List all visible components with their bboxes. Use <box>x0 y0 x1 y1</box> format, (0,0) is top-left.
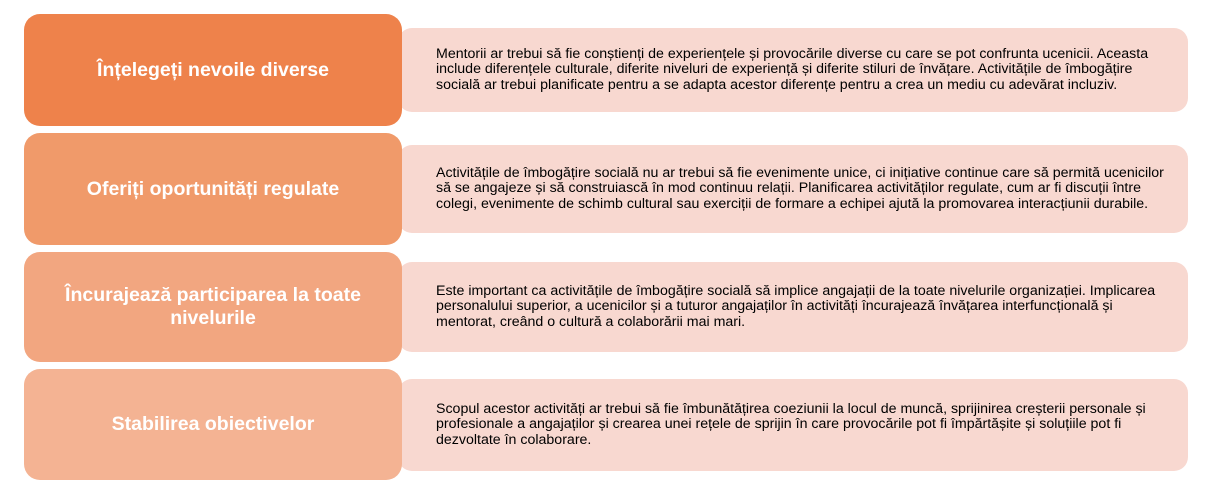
item-row-2 <box>0 133 1218 245</box>
item-row-1 <box>0 14 1218 126</box>
item-row-4 <box>0 369 1218 480</box>
item-description-3: Este important ca activitățile de îmbogățire socială să implice angajații de la toate nivelurile organizației. Implicarea personalului superior, a ucenicilor și a tuturor angajaților în activități încurajează învățarea interfuncțională și mentorat, creând o cultură a colaborării mai mari. <box>436 282 1156 330</box>
item-description-1: Mentorii ar trebui să fie conștienți de experiențele și provocările diverse cu care se pot confrunta ucenicii. Aceasta include diferențele culturale, diferite niveluri de experiență și diferite stiluri de învățare. Activitățile de îmbogățire socială ar trebui planificate pentru a se adapta acestor diferențe pentru a crea un mediu cu adevărat incluziv. <box>436 45 1149 93</box>
item-title-3: Încurajează participarea la toate nivelurile <box>65 284 361 329</box>
item-description-box-2 <box>398 145 1188 233</box>
item-description-box-3 <box>398 262 1188 352</box>
item-description-4: Scopul acestor activități ar trebui să fie îmbunătățirea coeziunii la locul de muncă, sprijinirea creșterii personale și profesionale a angajaților și crearea unei rețele de sprijin în care provocările pot fi împărtășite și soluțiile pot fi dezvoltate în colaborare. <box>436 400 1146 448</box>
item-label-box-3 <box>24 252 402 362</box>
item-title-1: Înțelegeți nevoile diverse <box>97 58 329 81</box>
item-label-box-2 <box>24 133 402 245</box>
item-title-4: Stabilirea obiectivelor <box>111 413 315 435</box>
item-description-box-4 <box>398 379 1188 471</box>
item-title-2: Oferiți oportunități regulate <box>86 177 340 200</box>
item-description-box-1 <box>398 28 1188 112</box>
item-label-box-1 <box>24 14 402 126</box>
item-row-3 <box>0 252 1218 362</box>
item-label-box-4 <box>24 369 402 480</box>
item-description-2: Activitățile de îmbogățire socială nu ar trebui să fie evenimente unice, ci inițiative continue care să permită ucenicilor să se angajeze și să construiască în mod continuu relații. Planificarea activităților regulate, cum ar fi discuții între colegi, evenimente de schimb cultural sau exerciții de formare a echipei ajută la promovarea interacțiunii durabile. <box>436 164 1164 212</box>
